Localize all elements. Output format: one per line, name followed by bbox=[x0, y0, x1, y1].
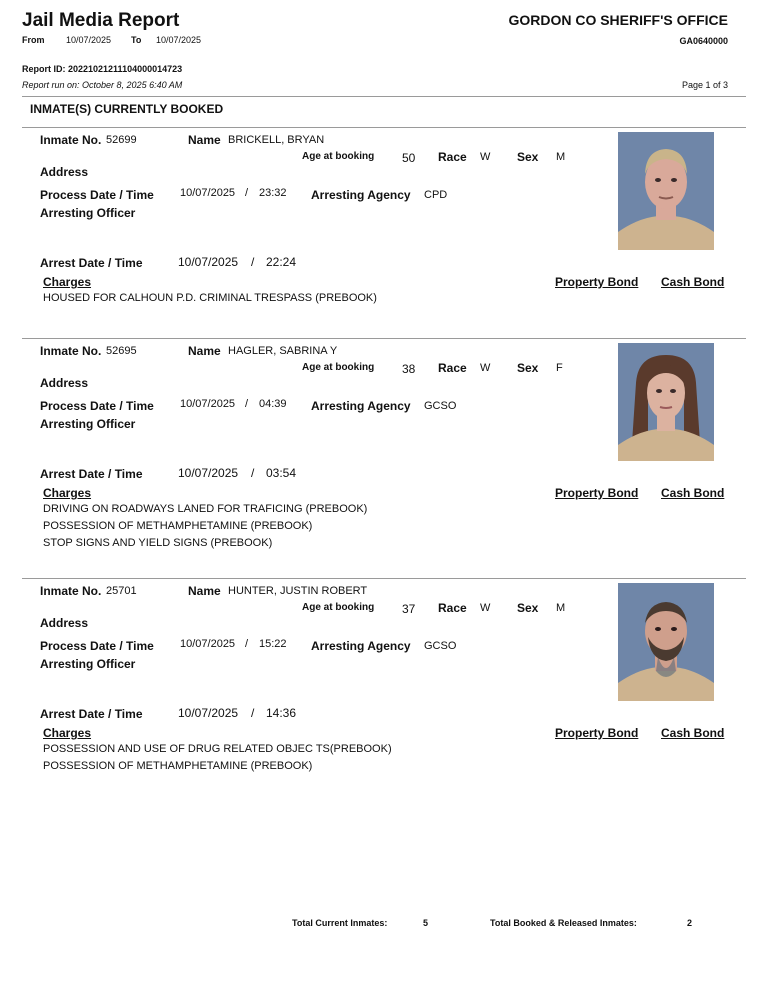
address-label: Address bbox=[40, 165, 89, 179]
process-date-value: 10/07/2025 bbox=[180, 187, 236, 199]
arrest-date-label: Arrest Date / Time bbox=[40, 256, 143, 270]
charge-line: POSSESSION OF METHAMPHETAMINE (PREBOOK) bbox=[43, 760, 313, 772]
report-run-date: Report run on: October 8, 2025 6:40 AM bbox=[22, 80, 183, 90]
name-label: Name bbox=[188, 133, 221, 147]
address-label: Address bbox=[40, 616, 89, 630]
process-date-label: Process Date / Time bbox=[40, 639, 154, 653]
inmate-no-label: Inmate No. bbox=[40, 133, 102, 147]
date-time-separator: / bbox=[245, 187, 249, 199]
sex-label: Sex bbox=[517, 150, 539, 164]
age-label: Age at booking bbox=[302, 362, 375, 373]
race-value: W bbox=[480, 362, 491, 374]
charge-line: DRIVING ON ROADWAYS LANED FOR TRAFICING (PREBOOK) bbox=[43, 503, 368, 515]
arrest-date-label: Arrest Date / Time bbox=[40, 467, 143, 481]
arrest-time-value: 22:24 bbox=[266, 255, 297, 269]
arrest-time-value: 03:54 bbox=[266, 466, 297, 480]
arrest-date-label: Arrest Date / Time bbox=[40, 707, 143, 721]
total-current-label: Total Current Inmates: bbox=[292, 918, 388, 928]
section-title: INMATE(S) CURRENTLY BOOKED bbox=[30, 102, 224, 116]
race-value: W bbox=[480, 602, 491, 614]
race-label: Race bbox=[438, 601, 467, 615]
charges-label: Charges bbox=[43, 486, 92, 500]
process-time-value: 23:32 bbox=[259, 187, 287, 199]
inmate-no-value: 52695 bbox=[106, 345, 137, 357]
process-date-label: Process Date / Time bbox=[40, 399, 154, 413]
mugshot-image bbox=[618, 132, 714, 250]
mugshot-image bbox=[618, 343, 714, 461]
charges-label: Charges bbox=[43, 275, 92, 289]
process-time-value: 15:22 bbox=[259, 638, 287, 650]
date-time-separator: / bbox=[245, 638, 249, 650]
race-value: W bbox=[480, 151, 491, 163]
mugshot-image bbox=[618, 583, 714, 701]
process-date-value: 10/07/2025 bbox=[180, 398, 236, 410]
sex-value: M bbox=[556, 151, 566, 163]
header-divider bbox=[22, 96, 746, 97]
page-number: Page 1 of 3 bbox=[681, 80, 728, 90]
name-value: HAGLER, SABRINA Y bbox=[228, 345, 338, 357]
process-date-value: 10/07/2025 bbox=[180, 638, 236, 650]
inmate-no-label: Inmate No. bbox=[40, 584, 102, 598]
from-label: From bbox=[22, 35, 45, 45]
report-id: Report ID: 20221021211104000014723 bbox=[22, 64, 183, 74]
total-booked-value: 2 bbox=[687, 918, 693, 928]
total-booked-label: Total Booked & Released Inmates: bbox=[490, 918, 637, 928]
charge-line: POSSESSION OF METHAMPHETAMINE (PREBOOK) bbox=[43, 520, 313, 532]
inmate-record bbox=[0, 579, 773, 814]
booking-photo bbox=[618, 583, 714, 701]
arresting-agency-value: GCSO bbox=[424, 640, 457, 652]
arresting-agency-value: GCSO bbox=[424, 400, 457, 412]
inmate-record bbox=[0, 339, 773, 574]
arrest-date-value: 10/07/2025 bbox=[178, 466, 239, 480]
charge-line: STOP SIGNS AND YIELD SIGNS (PREBOOK) bbox=[43, 537, 273, 549]
property-bond-label: Property Bond bbox=[555, 726, 639, 740]
arrest-time-value: 14:36 bbox=[266, 706, 297, 720]
age-value: 37 bbox=[402, 602, 416, 616]
date-time-separator: / bbox=[245, 398, 249, 410]
arresting-agency-label: Arresting Agency bbox=[311, 399, 411, 413]
agency-code: GA0640000 bbox=[679, 36, 728, 46]
name-label: Name bbox=[188, 584, 221, 598]
age-label: Age at booking bbox=[302, 151, 375, 162]
inmate-no-value: 25701 bbox=[106, 585, 137, 597]
report-title: Jail Media Report bbox=[22, 10, 180, 31]
cash-bond-label: Cash Bond bbox=[661, 726, 725, 740]
arresting-agency-label: Arresting Agency bbox=[311, 188, 411, 202]
inmate-record bbox=[0, 128, 773, 363]
age-label: Age at booking bbox=[302, 602, 375, 613]
arresting-officer-label: Arresting Officer bbox=[40, 206, 136, 220]
age-value: 38 bbox=[402, 362, 416, 376]
to-label: To bbox=[131, 35, 142, 45]
cash-bond-label: Cash Bond bbox=[661, 486, 725, 500]
date-time-separator: / bbox=[251, 255, 255, 269]
property-bond-label: Property Bond bbox=[555, 275, 639, 289]
name-value: HUNTER, JUSTIN ROBERT bbox=[228, 585, 368, 597]
arrest-date-value: 10/07/2025 bbox=[178, 255, 239, 269]
sex-label: Sex bbox=[517, 601, 539, 615]
sex-label: Sex bbox=[517, 361, 539, 375]
agency-name: GORDON CO SHERIFF'S OFFICE bbox=[508, 12, 728, 28]
inmate-no-value: 52699 bbox=[106, 134, 137, 146]
arresting-officer-label: Arresting Officer bbox=[40, 417, 136, 431]
to-date: 10/07/2025 bbox=[156, 35, 202, 45]
race-label: Race bbox=[438, 361, 467, 375]
age-value: 50 bbox=[402, 151, 416, 165]
address-label: Address bbox=[40, 376, 89, 390]
race-label: Race bbox=[438, 150, 467, 164]
sex-value: F bbox=[556, 362, 563, 374]
inmate-no-label: Inmate No. bbox=[40, 344, 102, 358]
charge-line: HOUSED FOR CALHOUN P.D. CRIMINAL TRESPASS (PREBOOK) bbox=[43, 292, 377, 304]
date-time-separator: / bbox=[251, 706, 255, 720]
charges-label: Charges bbox=[43, 726, 92, 740]
total-current-value: 5 bbox=[423, 918, 429, 928]
property-bond-label: Property Bond bbox=[555, 486, 639, 500]
charge-line: POSSESSION AND USE OF DRUG RELATED OBJEC TS(PREBOOK) bbox=[43, 743, 392, 755]
booking-photo bbox=[618, 343, 714, 461]
sex-value: M bbox=[556, 602, 566, 614]
arresting-agency-value: CPD bbox=[424, 189, 448, 201]
process-date-label: Process Date / Time bbox=[40, 188, 154, 202]
name-label: Name bbox=[188, 344, 221, 358]
arresting-officer-label: Arresting Officer bbox=[40, 657, 136, 671]
from-date: 10/07/2025 bbox=[66, 35, 112, 45]
booking-photo bbox=[618, 132, 714, 250]
date-time-separator: / bbox=[251, 466, 255, 480]
cash-bond-label: Cash Bond bbox=[661, 275, 725, 289]
arrest-date-value: 10/07/2025 bbox=[178, 706, 239, 720]
name-value: BRICKELL, BRYAN bbox=[228, 134, 325, 146]
arresting-agency-label: Arresting Agency bbox=[311, 639, 411, 653]
process-time-value: 04:39 bbox=[259, 398, 287, 410]
